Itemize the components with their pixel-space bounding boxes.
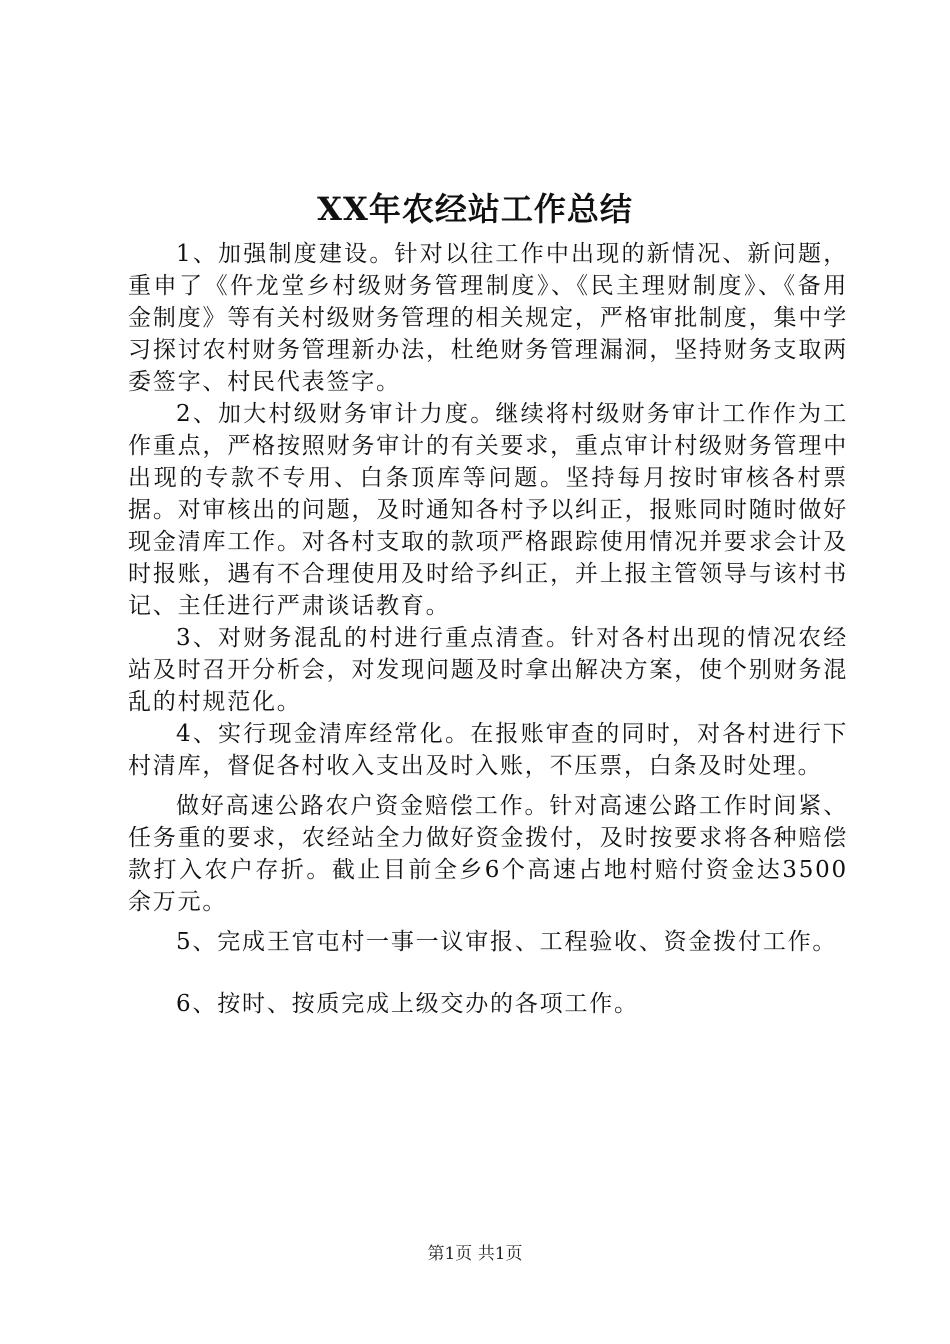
paragraph-7: 6、按时、按质完成上级交办的各项工作。 bbox=[176, 991, 639, 1017]
paragraph-6: 5、完成王官屯村一事一议审报、工程验收、资金拨付工作。 bbox=[176, 929, 838, 955]
document-body bbox=[128, 238, 848, 1020]
paragraph-3: 3、对财务混乱的村进行重点清查。针对各村出现的情况农经站及时召开分析会，对发现问题及时拿出解决方案，使个别财务混乱的村规范化。 bbox=[128, 625, 848, 715]
page-number: 第1页 共1页 bbox=[427, 1244, 523, 1264]
paragraph-2: 2、加大村级财务审计力度。继续将村级财务审计工作作为工作重点，严格按照财务审计的有关要求，重点审计村级财务管理中出现的专款不专用、白条顶库等问题。坚持每月按时审核各村票据。对审核出的问题，及时通知各村予以纠正，报账同时随时做好现金清库工作。对各村支取的款项严格跟踪使用情况并要求会计及时报账，遇有不合理使用及时给予纠正，并上报主管领导与该村书记、主任进行严肃谈话教育。 bbox=[128, 401, 848, 619]
paragraph-5: 做好高速公路农户资金赔偿工作。针对高速公路工作时间紧、任务重的要求，农经站全力做好资金拨付，及时按要求将各种赔偿款打入农户存折。截止目前全乡6个高速占地村赔付资金达3500余万元。 bbox=[128, 793, 848, 915]
paragraph-4: 4、实行现金清库经常化。在报账审查的同时，对各村进行下村清库，督促各村收入支出及时入账，不压票，白条及时处理。 bbox=[128, 721, 848, 779]
document-title: XX年农经站工作总结 bbox=[317, 190, 633, 228]
paragraph-1: 1、加强制度建设。针对以往工作中出现的新情况、新问题，重申了《仵龙堂乡村级财务管理制度》、《民主理财制度》、《备用金制度》等有关村级财务管理的相关规定，严格审批制度，集中学习探讨农村财务管理新办法，杜绝财务管理漏洞，坚持财务支取两委签字、村民代表签字。 bbox=[128, 241, 848, 395]
